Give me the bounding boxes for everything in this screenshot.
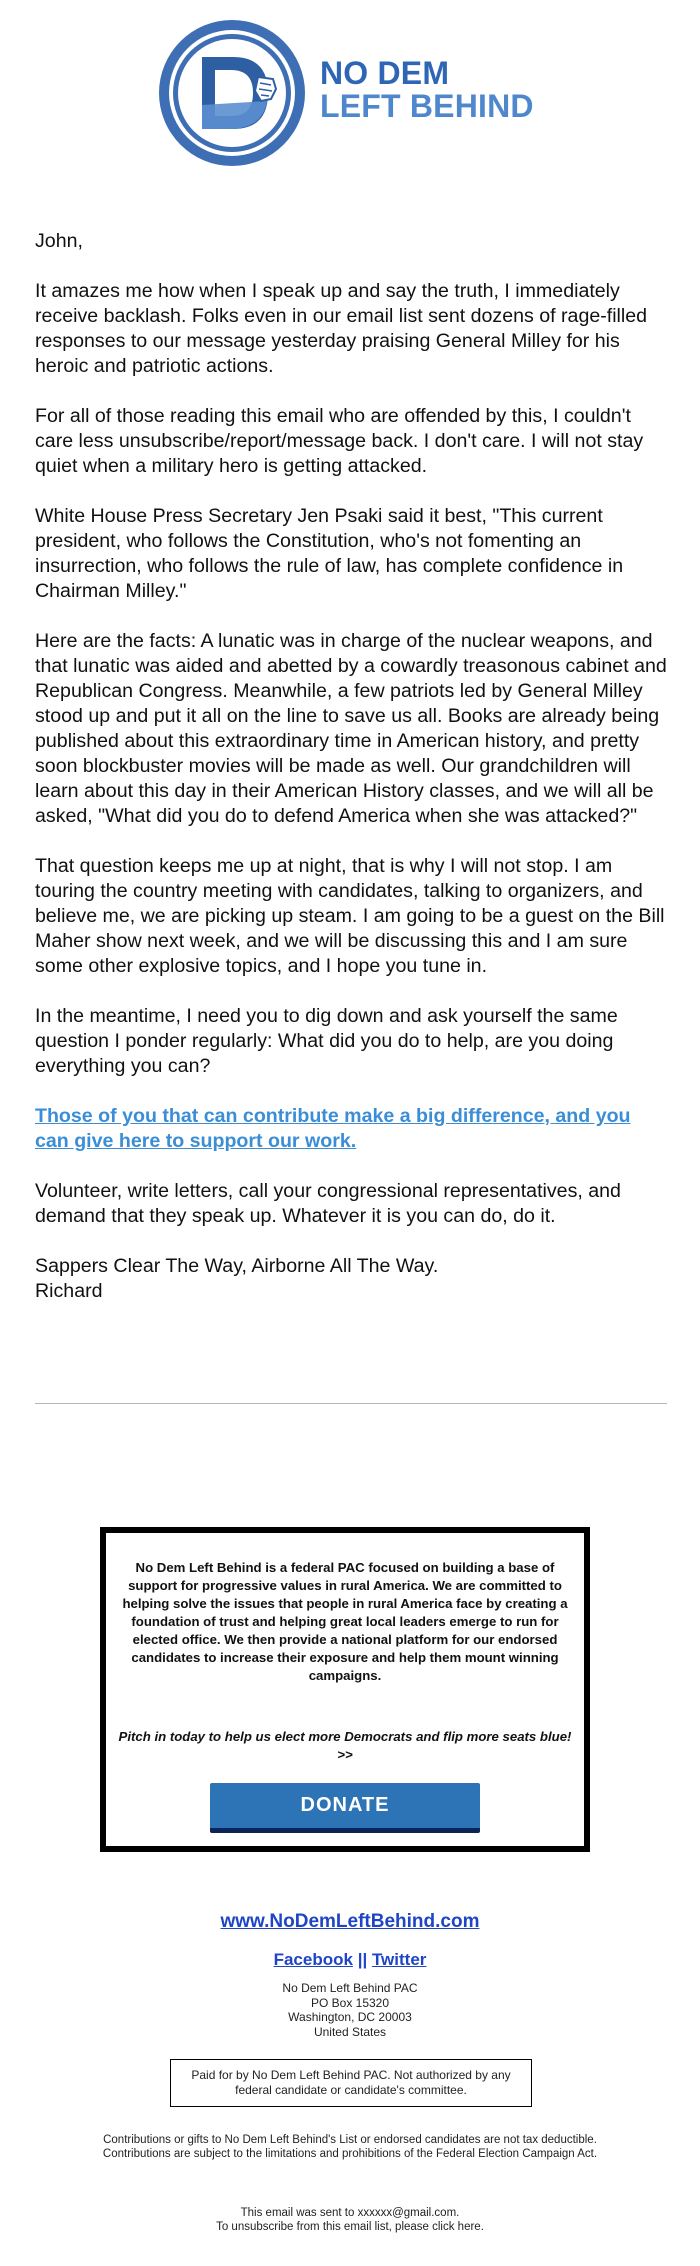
address-line: United States: [313, 2024, 387, 2039]
paid-for-disclaimer: [170, 2059, 532, 2107]
contribute-paragraph: [35, 1104, 667, 1154]
logo-line-1: NO DEM: [320, 55, 450, 91]
address-line: Washington, DC 20003: [288, 2010, 412, 2024]
paragraph: In the meantime, I need you to dig down and ask yourself the same question I ponder regularly: What did you do to help, are you doing everything you can?: [35, 1005, 618, 1077]
mailing-address: [0, 1981, 700, 2039]
website-link[interactable]: www.NoDemLeftBehind.com: [220, 1911, 480, 1932]
unsubscribe-line[interactable]: To unsubscribe from this email list, please click here.: [216, 2221, 484, 2233]
pac-info-box: [100, 1527, 590, 1852]
paragraph: That question keeps me up at night, that is why I will not stop. I am touring the country meeting with candidates, talking to organizers, and believe me, we are picking up steam. I am going to be a guest on the Bill Maher show next week, and we will be discussing this and I am sure some other explosive topics, and I hope you tune in.: [35, 855, 665, 977]
contribute-link[interactable]: Those of you that can contribute make a big difference, and you can give here to support our work.: [35, 1105, 631, 1152]
facebook-link[interactable]: Facebook: [273, 1950, 353, 1969]
paragraph: White House Press Secretary Jen Psaki said it best, "This current president, who follows the Constitution, who's not fomenting an insurrection, who follows the rule of law, has complete confidence in Chairman Milley.": [35, 505, 624, 602]
paragraph: For all of those reading this email who are offended by this, I couldn't care less unsubscribe/report/message back. I don't care. I will not stay quiet when a military hero is getting attacked.: [35, 405, 644, 477]
contributions-notice: [0, 2133, 700, 2161]
contributions-line-2: Contributions are subject to the limitations and prohibitions of the Federal Election Campaign Act.: [102, 2148, 598, 2160]
paragraph: It amazes me how when I speak up and say the truth, I immediately receive backlash. Folks even in our email list sent dozens of rage-filled responses to our message yesterday praising General Milley for his heroic and patriotic actions.: [35, 280, 648, 377]
social-links: [0, 1950, 700, 1970]
signoff-line: Sappers Clear The Way, Airborne All The Way.: [35, 1255, 439, 1277]
greeting: John,: [35, 230, 83, 252]
logo-line-2: LEFT BEHIND: [320, 88, 534, 124]
pac-pitch: Pitch in today to help us elect more Democrats and flip more seats blue! >>: [118, 1729, 572, 1762]
pac-description: No Dem Left Behind is a federal PAC focused on building a base of support for progressive values in rural America. We are committed to helping solve the issues that people in rural America face by creating a foundation of trust and helping great local leaders emerge to run for elected office. We then provide a national platform for our endorsed candidates to increase their exposure and help them mount winning campaigns.: [122, 1560, 568, 1683]
logo-badge-icon: [155, 17, 315, 169]
email-body: [35, 229, 667, 1304]
divider: [35, 1403, 667, 1404]
logo: [155, 17, 555, 169]
donate-button[interactable]: DONATE: [210, 1783, 480, 1833]
paragraph: Here are the facts: A lunatic was in charge of the nuclear weapons, and that lunatic was aided and abetted by a cowardly treasonous cabinet and Republican Congress. Meanwhile, a few patriots led by General Milley stood up and put it all on the line to save us all. Books are already being published about this extraordinary time in American history, and pretty soon blockbuster movies will be made as well. Our grandchildren will learn about this day in their American History classes, and we will all be asked, "What did you do to defend America when she was attacked?": [35, 630, 667, 827]
logo-wordmark: [320, 57, 534, 123]
contributions-line-1: Contributions or gifts to No Dem Left Behind's List or endorsed candidates are not tax deductible.: [103, 2134, 597, 2146]
address-line: No Dem Left Behind PAC: [282, 1981, 418, 1995]
signature: Richard: [35, 1280, 103, 1302]
twitter-link[interactable]: Twitter: [371, 1950, 427, 1969]
email-sent-notice: [0, 2206, 700, 2234]
signoff: [35, 1254, 667, 1304]
volunteer-paragraph: Volunteer, write letters, call your congressional representatives, and demand that they speak up. Whatever it is you can do, do it.: [35, 1180, 621, 1227]
social-separator: ||: [357, 1950, 368, 1969]
sent-to-line: This email was sent to xxxxxx@gmail.com.: [240, 2207, 460, 2219]
paid-for-text: Paid for by No Dem Left Behind PAC. Not authorized by any federal candidate or candidate's committee.: [191, 2068, 511, 2097]
address-line: PO Box 15320: [310, 1995, 390, 2010]
